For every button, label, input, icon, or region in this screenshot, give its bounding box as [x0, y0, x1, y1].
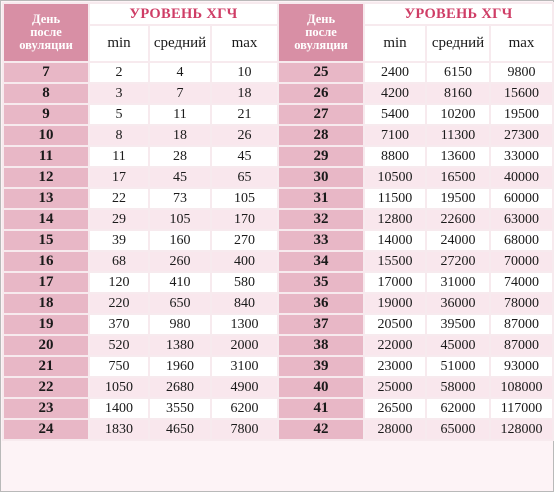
table-row [3, 419, 553, 440]
day-cell: 8 [3, 83, 89, 104]
table-row [3, 83, 553, 104]
hcg-level-table [2, 2, 554, 441]
average-cell: 105 [149, 209, 211, 230]
day-cell: 24 [3, 419, 89, 440]
table-row [3, 230, 553, 251]
day-cell: 19 [3, 314, 89, 335]
average-cell: 45 [149, 167, 211, 188]
max-cell: 70000 [490, 251, 553, 272]
day-cell: 22 [3, 377, 89, 398]
header-max: max [490, 25, 553, 62]
day-cell: 38 [278, 335, 364, 356]
average-cell: 65000 [426, 419, 490, 440]
day-cell: 14 [3, 209, 89, 230]
max-cell: 26 [211, 125, 278, 146]
average-cell: 980 [149, 314, 211, 335]
table-row [3, 146, 553, 167]
average-cell: 3550 [149, 398, 211, 419]
max-cell: 105 [211, 188, 278, 209]
average-cell: 16500 [426, 167, 490, 188]
min-cell: 10500 [364, 167, 426, 188]
max-cell: 33000 [490, 146, 553, 167]
min-cell: 17 [89, 167, 149, 188]
average-cell: 19500 [426, 188, 490, 209]
min-cell: 39 [89, 230, 149, 251]
table-row [3, 104, 553, 125]
max-cell: 78000 [490, 293, 553, 314]
average-cell: 1380 [149, 335, 211, 356]
day-cell: 37 [278, 314, 364, 335]
min-cell: 15500 [364, 251, 426, 272]
max-cell: 108000 [490, 377, 553, 398]
day-cell: 28 [278, 125, 364, 146]
min-cell: 14000 [364, 230, 426, 251]
header-average: средний [149, 25, 211, 62]
average-cell: 7 [149, 83, 211, 104]
min-cell: 220 [89, 293, 149, 314]
max-cell: 93000 [490, 356, 553, 377]
max-cell: 2000 [211, 335, 278, 356]
table-row [3, 125, 553, 146]
day-cell: 9 [3, 104, 89, 125]
min-cell: 19000 [364, 293, 426, 314]
average-cell: 4650 [149, 419, 211, 440]
average-cell: 39500 [426, 314, 490, 335]
average-cell: 650 [149, 293, 211, 314]
min-cell: 1830 [89, 419, 149, 440]
header-day-after-ovulation [278, 3, 364, 62]
header-day-line: овуляции [19, 38, 73, 53]
min-cell: 25000 [364, 377, 426, 398]
day-cell: 21 [3, 356, 89, 377]
max-cell: 10 [211, 62, 278, 83]
average-cell: 58000 [426, 377, 490, 398]
day-cell: 34 [278, 251, 364, 272]
day-cell: 30 [278, 167, 364, 188]
day-cell: 7 [3, 62, 89, 83]
table-row [3, 314, 553, 335]
day-cell: 17 [3, 272, 89, 293]
header-day-line: после [305, 24, 337, 39]
average-cell: 24000 [426, 230, 490, 251]
day-cell: 26 [278, 83, 364, 104]
min-cell: 22 [89, 188, 149, 209]
average-cell: 11 [149, 104, 211, 125]
day-cell: 12 [3, 167, 89, 188]
min-cell: 4200 [364, 83, 426, 104]
min-cell: 8 [89, 125, 149, 146]
table-row [3, 398, 553, 419]
day-cell: 20 [3, 335, 89, 356]
average-cell: 8160 [426, 83, 490, 104]
average-cell: 22600 [426, 209, 490, 230]
table-row [3, 167, 553, 188]
max-cell: 45 [211, 146, 278, 167]
day-cell: 33 [278, 230, 364, 251]
min-cell: 1400 [89, 398, 149, 419]
max-cell: 400 [211, 251, 278, 272]
min-cell: 3 [89, 83, 149, 104]
average-cell: 410 [149, 272, 211, 293]
average-cell: 11300 [426, 125, 490, 146]
header-day-after-ovulation [3, 3, 89, 62]
average-cell: 1960 [149, 356, 211, 377]
min-cell: 22000 [364, 335, 426, 356]
day-cell: 40 [278, 377, 364, 398]
header-average: средний [426, 25, 490, 62]
header-min: min [364, 25, 426, 62]
max-cell: 27300 [490, 125, 553, 146]
average-cell: 160 [149, 230, 211, 251]
min-cell: 520 [89, 335, 149, 356]
average-cell: 13600 [426, 146, 490, 167]
average-cell: 31000 [426, 272, 490, 293]
header-hcg-level: УРОВЕНЬ ХГЧ [89, 3, 278, 25]
max-cell: 1300 [211, 314, 278, 335]
table-row [3, 293, 553, 314]
average-cell: 260 [149, 251, 211, 272]
table-row [3, 251, 553, 272]
min-cell: 370 [89, 314, 149, 335]
max-cell: 117000 [490, 398, 553, 419]
day-cell: 29 [278, 146, 364, 167]
average-cell: 73 [149, 188, 211, 209]
day-cell: 16 [3, 251, 89, 272]
min-cell: 11500 [364, 188, 426, 209]
day-cell: 41 [278, 398, 364, 419]
day-cell: 36 [278, 293, 364, 314]
average-cell: 36000 [426, 293, 490, 314]
day-cell: 15 [3, 230, 89, 251]
max-cell: 128000 [490, 419, 553, 440]
table-row [3, 62, 553, 83]
header-day-line: День [306, 11, 336, 26]
average-cell: 45000 [426, 335, 490, 356]
average-cell: 62000 [426, 398, 490, 419]
day-cell: 32 [278, 209, 364, 230]
table-row [3, 209, 553, 230]
min-cell: 68 [89, 251, 149, 272]
table-row [3, 272, 553, 293]
header-day-line: после [30, 24, 62, 39]
min-cell: 8800 [364, 146, 426, 167]
table-row [3, 335, 553, 356]
header-day-line: День [31, 11, 61, 26]
min-cell: 5400 [364, 104, 426, 125]
table-row [3, 356, 553, 377]
max-cell: 19500 [490, 104, 553, 125]
max-cell: 9800 [490, 62, 553, 83]
min-cell: 120 [89, 272, 149, 293]
max-cell: 60000 [490, 188, 553, 209]
day-cell: 11 [3, 146, 89, 167]
day-cell: 23 [3, 398, 89, 419]
header-min: min [89, 25, 149, 62]
max-cell: 87000 [490, 335, 553, 356]
max-cell: 3100 [211, 356, 278, 377]
average-cell: 6150 [426, 62, 490, 83]
header-day-line: овуляции [294, 38, 348, 53]
min-cell: 2400 [364, 62, 426, 83]
max-cell: 68000 [490, 230, 553, 251]
min-cell: 23000 [364, 356, 426, 377]
day-cell: 13 [3, 188, 89, 209]
min-cell: 26500 [364, 398, 426, 419]
day-cell: 27 [278, 104, 364, 125]
max-cell: 7800 [211, 419, 278, 440]
day-cell: 10 [3, 125, 89, 146]
max-cell: 63000 [490, 209, 553, 230]
average-cell: 27200 [426, 251, 490, 272]
max-cell: 21 [211, 104, 278, 125]
min-cell: 20500 [364, 314, 426, 335]
max-cell: 18 [211, 83, 278, 104]
day-cell: 31 [278, 188, 364, 209]
min-cell: 17000 [364, 272, 426, 293]
min-cell: 28000 [364, 419, 426, 440]
min-cell: 29 [89, 209, 149, 230]
day-cell: 18 [3, 293, 89, 314]
min-cell: 750 [89, 356, 149, 377]
max-cell: 840 [211, 293, 278, 314]
max-cell: 270 [211, 230, 278, 251]
average-cell: 28 [149, 146, 211, 167]
max-cell: 74000 [490, 272, 553, 293]
max-cell: 40000 [490, 167, 553, 188]
min-cell: 7100 [364, 125, 426, 146]
min-cell: 5 [89, 104, 149, 125]
header-max: max [211, 25, 278, 62]
day-cell: 25 [278, 62, 364, 83]
max-cell: 65 [211, 167, 278, 188]
min-cell: 2 [89, 62, 149, 83]
table-row [3, 188, 553, 209]
max-cell: 6200 [211, 398, 278, 419]
average-cell: 51000 [426, 356, 490, 377]
header-row-top [3, 3, 553, 25]
max-cell: 87000 [490, 314, 553, 335]
header-hcg-level: УРОВЕНЬ ХГЧ [364, 3, 553, 25]
max-cell: 580 [211, 272, 278, 293]
min-cell: 1050 [89, 377, 149, 398]
min-cell: 11 [89, 146, 149, 167]
table-row [3, 377, 553, 398]
average-cell: 10200 [426, 104, 490, 125]
day-cell: 42 [278, 419, 364, 440]
max-cell: 4900 [211, 377, 278, 398]
max-cell: 170 [211, 209, 278, 230]
average-cell: 4 [149, 62, 211, 83]
min-cell: 12800 [364, 209, 426, 230]
max-cell: 15600 [490, 83, 553, 104]
average-cell: 18 [149, 125, 211, 146]
day-cell: 35 [278, 272, 364, 293]
average-cell: 2680 [149, 377, 211, 398]
day-cell: 39 [278, 356, 364, 377]
